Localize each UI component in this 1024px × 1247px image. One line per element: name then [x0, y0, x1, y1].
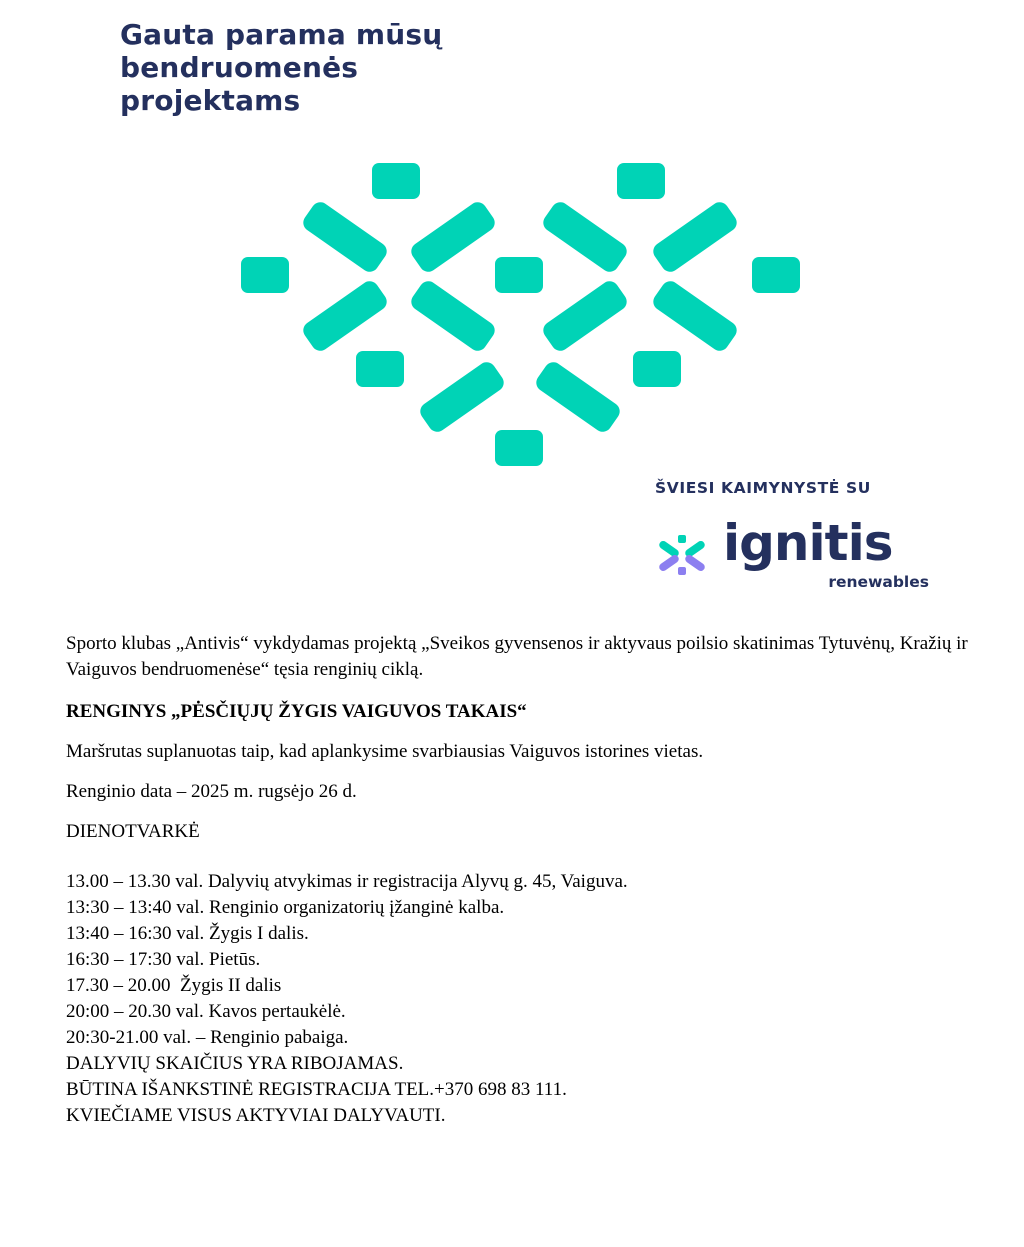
pattern-bar: [540, 278, 630, 355]
pattern-square: [356, 351, 404, 387]
pattern-bar: [417, 359, 507, 436]
brand-subtitle: renewables: [828, 573, 929, 591]
pattern-bar: [540, 199, 630, 276]
note-line: DALYVIŲ SKAIČIUS YRA RIBOJAMAS.: [66, 1053, 404, 1074]
note-line: BŪTINA IŠANKSTINĖ REGISTRACIJA TEL.+370 698 83 111.: [66, 1079, 567, 1100]
event-title: RENGINYS „PĖSČIŲJŲ ŽYGIS VAIGUVOS TAKAIS“: [66, 701, 527, 722]
announcement-body: [66, 631, 986, 1129]
pattern-bar: [300, 199, 390, 276]
pattern-bar: [533, 359, 623, 436]
pattern-bar: [300, 278, 390, 355]
event-date: Renginio data – 2025 m. rugsėjo 26 d.: [66, 781, 357, 802]
pattern-square: [241, 257, 289, 293]
note-line: KVIEČIAME VISUS AKTYVIAI DALYVAUTI.: [66, 1105, 446, 1126]
agenda-item: 13:40 – 16:30 val. Žygis I dalis.: [66, 923, 309, 944]
page-title: [120, 18, 580, 117]
title-line-3: projektams: [120, 84, 301, 117]
agenda-item: 13.00 – 13.30 val. Dalyvių atvykimas ir registracija Alyvų g. 45, Vaiguva.: [66, 871, 628, 892]
agenda-item: 17.30 – 20.00 Žygis II dalis: [66, 975, 282, 996]
pattern-bar: [650, 199, 740, 276]
agenda-item: 13:30 – 13:40 val. Renginio organizatorių įžanginė kalba.: [66, 897, 505, 918]
title-line-1: Gauta parama mūsų: [120, 18, 443, 51]
pattern-square: [495, 430, 543, 466]
pattern-bar: [408, 278, 498, 355]
pattern-bar: [650, 278, 740, 355]
pattern-square: [372, 163, 420, 199]
intro-paragraph: Sporto klubas „Antivis“ vykdydamas projektą „Sveikos gyvensenos ir aktyvaus poilsio skatinimas Tytuvėnų, Kražių ir Vaiguvos bendruomenėse“ tęsia renginių ciklą.: [66, 633, 968, 680]
pattern-square: [633, 351, 681, 387]
agenda-item: 20:30-21.00 val. – Renginio pabaiga.: [66, 1027, 349, 1048]
agenda-list: [66, 869, 986, 1051]
pattern-square: [617, 163, 665, 199]
heart-pattern-graphic: [238, 160, 808, 480]
notes-list: [66, 1051, 986, 1129]
route-paragraph: Maršrutas suplanuotas taip, kad aplankysime svarbiausias Vaiguvos istorines vietas.: [66, 741, 704, 762]
pattern-bar: [408, 199, 498, 276]
agenda-item: 20:00 – 20.30 val. Kavos pertaukėlė.: [66, 1001, 346, 1022]
brand-name: ignitis: [723, 514, 893, 572]
brand-block: [655, 479, 955, 591]
agenda-item: 16:30 – 17:30 val. Pietūs.: [66, 949, 261, 970]
title-line-2: bendruomenės: [120, 51, 359, 84]
pattern-square: [752, 257, 800, 293]
brand-tagline: ŠVIESI KAIMYNYSTĖ SU: [655, 479, 871, 497]
pattern-square: [495, 257, 543, 293]
agenda-heading: DIENOTVARKĖ: [66, 821, 200, 842]
ignitis-x-icon: [658, 535, 706, 575]
